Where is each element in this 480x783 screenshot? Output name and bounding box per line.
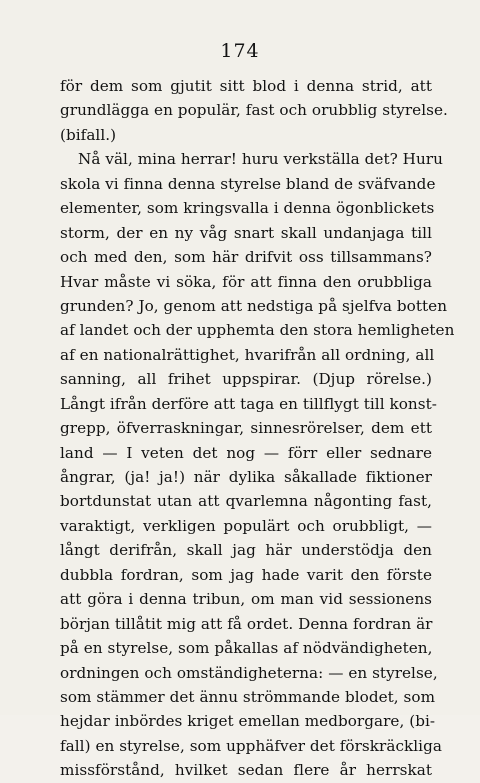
text-line: att göra i denna tribun, om man vid sessionens [60,590,432,609]
text-line: Nå väl, mina herrar! huru verkställa det? Huru [78,150,443,169]
text-line: (bifall.) [60,125,117,144]
text-line: skola vi finna denna styrelse bland de sväfvande [60,174,436,193]
text-line: och med den, som här drifvit oss tillsammans? [60,248,432,267]
text-line: ångrar, (ja! ja!) när dylika såkallade fiktioner [60,468,432,486]
text-line: af en nationalrättighet, hvarifrån all ordning, all [60,345,435,364]
text-line: grunden? Jo, genom att nedstiga på sjelfva botten [60,296,448,315]
text-line: som stämmer det ännu strömmande blodet, som [60,687,436,706]
body-text [60,74,455,783]
text-line: sanning, all frihet uppspirar. (Djup rörelse.) [60,370,432,389]
text-line: af landet och der upphemta den stora hemligheten [60,321,455,340]
text-line: långt derifrån, skall jag här understödja den [60,541,432,560]
text-line: grepp, öfverraskningar, sinnesrörelser, dem ett [60,419,432,438]
text-line: dubbla fordran, som jag hade varit den förste [60,565,432,584]
text-line: grundlägga en populär, fast och orubblig styrelse. [60,101,448,120]
text-line: missförstånd, hvilket sedan flere år herrskat [60,761,432,780]
text-line: varaktigt, verkligen populärt och orubbligt, — [60,516,432,535]
text-line: fall) en styrelse, som upphäfver det förskräckliga [60,736,442,755]
text-line: Hvar måste vi söka, för att finna den orubbliga [60,272,432,291]
text-line: bortdunstat utan att qvarlemna någonting fast, [60,492,432,511]
page-number: 174 [220,40,260,62]
text-line: på en styrelse, som påkallas af nödvändigheten, [60,639,433,658]
text-line: elementer, som kringsvalla i denna ögonblickets [60,199,435,218]
text-line: storm, der en ny våg snart skall undanjaga till [60,223,432,242]
text-line: ordningen och omständigheterna: — en styrelse, [60,663,438,682]
text-line: land — I veten det nog — förr eller sednare [60,443,432,462]
text-line: för dem som gjutit sitt blod i denna strid, att [60,77,432,95]
text-line: hejdar inbördes kriget emellan medborgare, (bi- [60,712,436,731]
text-line: Långt ifrån derföre att taga en tillflygt till konst- [60,394,437,413]
text-line: början tillåtit mig att få ordet. Denna fordran är [60,614,433,633]
